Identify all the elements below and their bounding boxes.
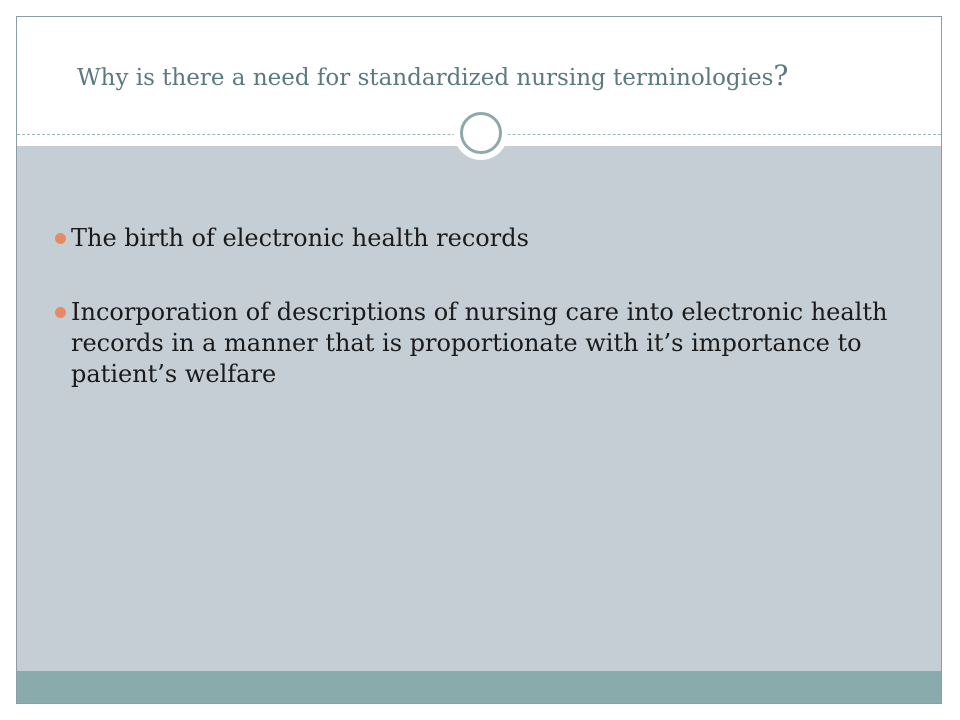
- footer-band: [17, 671, 941, 704]
- bullet-item: [55, 297, 925, 390]
- bullet-text: The birth of electronic health records: [71, 224, 529, 252]
- circle-ring-icon: [454, 106, 508, 160]
- bullet-icon: [55, 233, 66, 244]
- slide-title-text: Why is there a need for standardized nursing terminologies: [77, 65, 774, 91]
- bullet-list: [55, 223, 925, 433]
- bullet-icon: [55, 307, 66, 318]
- slide-frame: [16, 16, 942, 704]
- bullet-item: [55, 223, 925, 254]
- slide-title-question-mark: ?: [773, 59, 789, 92]
- bullet-text: Incorporation of descriptions of nursing care into electronic health records in a manner that is proportionate with it’s importance to patient’s welfare: [71, 298, 888, 388]
- slide-title: [77, 59, 937, 92]
